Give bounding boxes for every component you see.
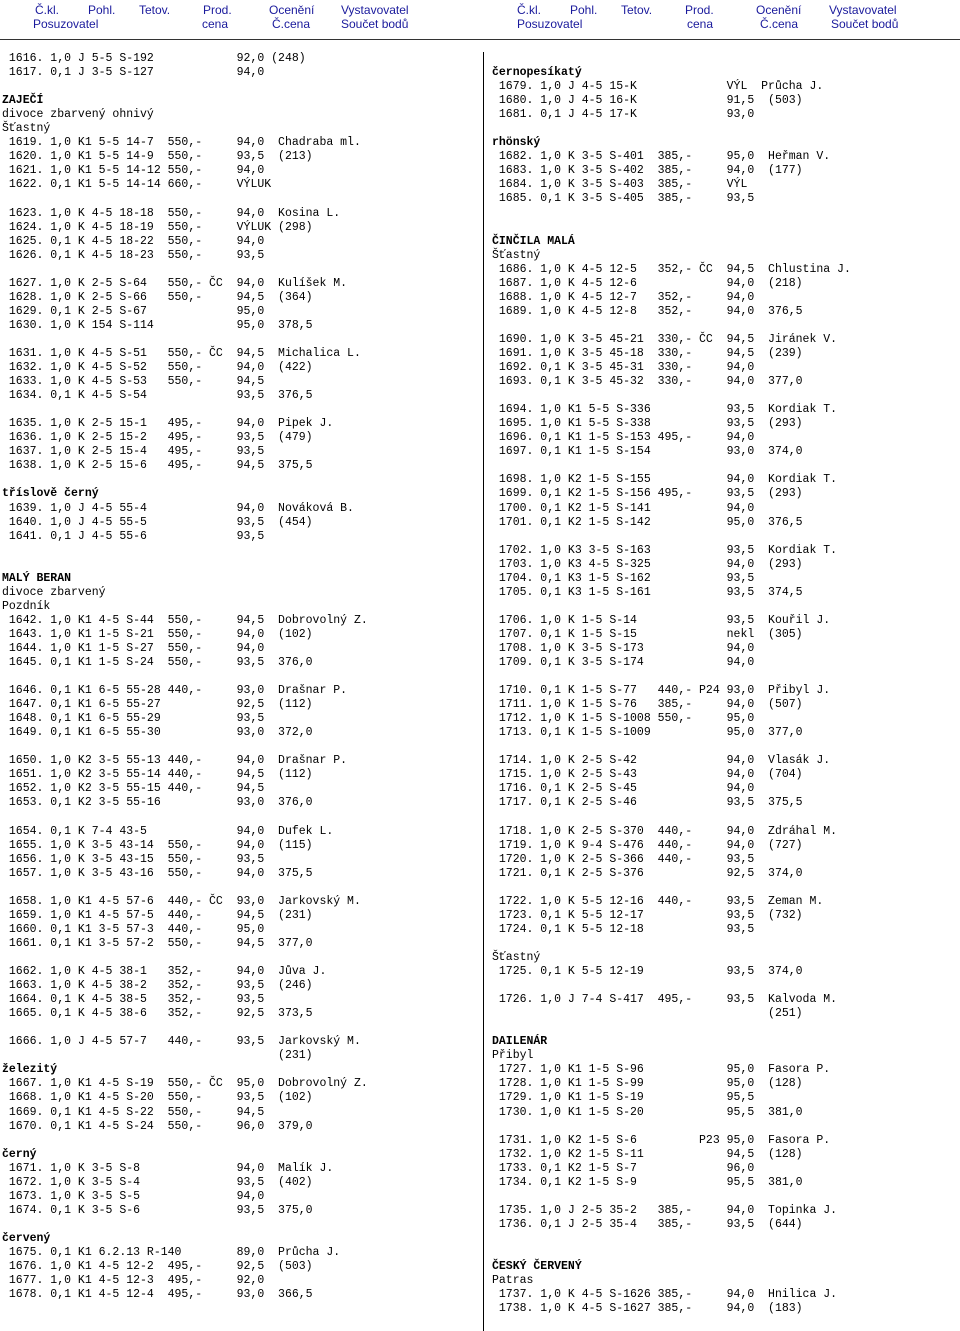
entry-line [492, 937, 960, 951]
entry-line [492, 881, 960, 895]
entry-line: 1678. 0,1 K1 4-5 12-4 495,- 93,0 366,5 [2, 1288, 313, 1302]
entry-line: 1694. 1,0 K1 5-5 S-336 93,5 Kordiak T. [492, 403, 838, 417]
entry-line: divoce zbarvený [2, 585, 106, 599]
entry-line [2, 1021, 472, 1035]
entry-line: 1692. 0,1 K 3-5 45-31 330,- 94,0 [492, 361, 755, 375]
entry-line: Šťastný [492, 951, 541, 964]
entry-line: 1714. 1,0 K 2-5 S-42 94,0 Vlasák J. [492, 754, 831, 768]
entry-line: 1700. 0,1 K2 1-5 S-141 94,0 [492, 501, 755, 515]
entry-line [2, 558, 472, 572]
entry-line [492, 670, 960, 684]
entry-line: 1710. 0,1 K 1-5 S-77 440,- P24 93,0 Přibyl J. [492, 684, 831, 698]
entry-line: 1693. 0,1 K 3-5 45-32 330,- 94,0 377,0 [492, 375, 803, 389]
entry-line: 1640. 1,0 J 4-5 55-5 93,5 (454) [2, 515, 313, 529]
entry-line [492, 530, 960, 544]
entry-line: 1711. 1,0 K 1-5 S-76 385,- 94,0 (507) [492, 698, 803, 712]
entry-line [2, 544, 472, 558]
entry-line: 1677. 1,0 K1 4-5 12-3 495,- 92,0 [2, 1274, 265, 1288]
entry-line: 1661. 0,1 K1 3-5 57-2 550,- 94,5 377,0 [2, 936, 313, 950]
entry-line: 1724. 0,1 K 5-5 12-18 93,5 [492, 922, 755, 936]
entry-line: 1684. 1,0 K 3-5 S-403 385,- VÝL [492, 178, 748, 192]
entry-line: 1639. 1,0 J 4-5 55-4 94,0 Nováková B. [2, 501, 354, 515]
entry-line: 1616. 1,0 J 5-5 S-192 92,0 (248) [2, 52, 306, 65]
entry-line: 1712. 1,0 K 1-5 S-1008 550,- 95,0 [492, 712, 755, 726]
entry-line [2, 881, 472, 895]
header-tetov: Tetov. [139, 3, 171, 17]
entry-line: 1644. 1,0 K1 1-5 S-27 550,- 94,0 [2, 641, 265, 655]
entry-line: 1628. 1,0 K 2-5 S-66 550,- 94,5 (364) [2, 290, 313, 304]
section-heading: ČINČILA MALÁ [492, 234, 575, 248]
entry-line: 1697. 0,1 K1 1-5 S-154 93,0 374,0 [492, 445, 803, 459]
entry-line: 1623. 1,0 K 4-5 18-18 550,- 94,0 Kosina L. [2, 206, 341, 220]
entry-line: 1737. 1,0 K 4-5 S-1626 385,- 94,0 Hnilica J. [492, 1288, 838, 1302]
header-cena: cena [687, 17, 714, 31]
entry-line [492, 52, 960, 66]
entry-line: 1669. 0,1 K1 4-5 S-22 550,- 94,5 [2, 1105, 265, 1119]
header-prod: Prod. [203, 3, 232, 17]
entry-line: 1655. 1,0 K 3-5 43-14 550,- 94,0 (115) [2, 838, 313, 852]
entry-line: 1675. 0,1 K1 6.2.13 R-140 89,0 Průcha J. [2, 1245, 341, 1259]
entry-line: 1699. 0,1 K2 1-5 S-156 495,- 93,5 (293) [492, 487, 803, 501]
entry-line: 1626. 0,1 K 4-5 18-23 550,- 93,5 [2, 248, 265, 262]
section-heading: ČESKÝ ČERVENÝ [492, 1260, 582, 1274]
entry-line: 1633. 1,0 K 4-5 S-53 550,- 94,5 [2, 375, 265, 389]
entry-line: 1621. 1,0 K1 5-5 14-12 550,- 94,0 [2, 164, 265, 178]
entry-line: 1635. 1,0 K 2-5 15-1 495,- 94,0 Pipek J. [2, 417, 334, 431]
entry-line [2, 740, 472, 754]
header-oceneni: Ocenění [756, 3, 802, 17]
entry-line: 1679. 1,0 J 4-5 15-K VÝL Průcha J. [492, 80, 824, 94]
entry-line: 1709. 0,1 K 3-5 S-174 94,0 [492, 656, 755, 670]
entry-line: 1715. 1,0 K 2-5 S-43 94,0 (704) [492, 768, 803, 782]
entry-line: 1659. 1,0 K1 4-5 57-5 440,- 94,5 (231) [2, 908, 313, 922]
entry-line [2, 1134, 472, 1148]
entry-line: Šťastný [492, 248, 541, 262]
entry-line: 1631. 1,0 K 4-5 S-51 550,- ČC 94,5 Michalica L. [2, 346, 361, 360]
right-column [492, 52, 960, 1316]
header-pohl: Pohl. [570, 3, 598, 17]
entry-line: 1730. 1,0 K1 1-5 S-20 95,5 381,0 [492, 1105, 803, 1119]
entry-line: 1713. 0,1 K 1-5 S-1009 95,0 377,0 [492, 726, 803, 740]
entry-line: 1717. 0,1 K 2-5 S-46 93,5 375,5 [492, 796, 803, 810]
entry-line: 1651. 1,0 K2 3-5 55-14 440,- 94,5 (112) [2, 768, 313, 782]
entry-line: 1665. 0,1 K 4-5 38-6 352,- 92,5 373,5 [2, 1007, 313, 1021]
entry-line: 1682. 1,0 K 3-5 S-401 385,- 95,0 Heřman V. [492, 150, 831, 164]
entry-line: 1725. 0,1 K 5-5 12-19 93,5 374,0 [492, 965, 803, 979]
entry-line [2, 670, 472, 684]
header-ccena: Č.cena [272, 17, 311, 31]
entry-line: 1660. 0,1 K1 3-5 57-3 440,- 95,0 [2, 922, 265, 936]
entry-line: 1641. 0,1 J 4-5 55-6 93,5 [2, 529, 265, 543]
section-heading: černopesíkatý [492, 66, 582, 80]
header-pohl: Pohl. [88, 3, 116, 17]
entry-line: 1617. 0,1 J 3-5 S-127 94,0 [2, 66, 265, 80]
entry-line: 1636. 1,0 K 2-5 15-2 495,- 93,5 (479) [2, 431, 313, 445]
entry-line: 1688. 1,0 K 4-5 12-7 352,- 94,0 [492, 290, 755, 304]
header-posuzovatel: Posuzovatel [517, 17, 583, 31]
entry-line: 1720. 1,0 K 2-5 S-366 440,- 93,5 [492, 852, 755, 866]
entry-line: 1680. 1,0 J 4-5 16-K 91,5 (503) [492, 94, 803, 108]
entry-line: 1681. 0,1 J 4-5 17-K 93,0 [492, 108, 755, 122]
header-left [0, 0, 480, 38]
section-heading: ZAJEČÍ [2, 94, 44, 108]
entry-line [492, 1232, 960, 1246]
header-soucet: Součet bodů [831, 17, 899, 31]
header-rule [0, 39, 960, 40]
entry-line: 1668. 1,0 K1 4-5 S-20 550,- 93,5 (102) [2, 1091, 313, 1105]
entry-line [492, 979, 960, 993]
entry-line: 1666. 1,0 J 4-5 57-7 440,- 93,5 Jarkovský M. [2, 1035, 361, 1049]
entry-line [492, 319, 960, 333]
entry-line: 1645. 0,1 K1 1-5 S-24 550,- 93,5 376,0 [2, 656, 313, 670]
entry-line: 1643. 1,0 K1 1-5 S-21 550,- 94,0 (102) [2, 627, 313, 641]
entry-line [492, 122, 960, 136]
entry-line: 1664. 0,1 K 4-5 38-5 352,- 93,5 [2, 993, 265, 1007]
entry-line: 1624. 1,0 K 4-5 18-19 550,- VÝLUK (298) [2, 220, 313, 234]
entry-line: 1731. 1,0 K2 1-5 S-6 P23 95,0 Fasora P. [492, 1133, 831, 1147]
entry-line: 1690. 1,0 K 3-5 45-21 330,- ČC 94,5 Jiránek V. [492, 332, 838, 346]
section-heading: tříslově černý [2, 487, 99, 501]
entry-line: 1676. 1,0 K1 4-5 12-2 495,- 92,5 (503) [2, 1260, 313, 1274]
entry-line: 1733. 0,1 K2 1-5 S-7 96,0 [492, 1161, 755, 1175]
section-heading: rhönský [492, 136, 541, 150]
entry-line [492, 740, 960, 754]
entry-line: 1728. 1,0 K1 1-5 S-99 95,0 (128) [492, 1077, 803, 1091]
header-vystavovatel: Vystavovatel [341, 3, 409, 17]
entry-line: 1637. 1,0 K 2-5 15-4 495,- 93,5 [2, 445, 265, 459]
entry-line: 1691. 1,0 K 3-5 45-18 330,- 94,5 (239) [492, 346, 803, 360]
header-prod: Prod. [685, 3, 714, 17]
entry-line: divoce zbarvený ohnivý [2, 108, 154, 122]
entry-line [492, 1120, 960, 1134]
header-right [480, 0, 960, 38]
entry-line: 1673. 1,0 K 3-5 S-5 94,0 [2, 1189, 265, 1203]
entry-line [492, 600, 960, 614]
entry-line: 1685. 0,1 K 3-5 S-405 385,- 93,5 [492, 192, 755, 206]
entry-line: 1736. 0,1 J 2-5 35-4 385,- 93,5 (644) [492, 1217, 803, 1231]
entry-line: 1654. 0,1 K 7-4 43-5 94,0 Dufek L. [2, 824, 334, 838]
entry-line [492, 1190, 960, 1204]
entry-line: 1718. 1,0 K 2-5 S-370 440,- 94,0 Zdráhal M. [492, 824, 838, 838]
header-vystavovatel: Vystavovatel [829, 3, 897, 17]
entry-line: 1670. 0,1 K1 4-5 S-24 550,- 96,0 379,0 [2, 1119, 313, 1133]
entry-line: 1634. 0,1 K 4-5 S-54 93,5 376,5 [2, 389, 313, 403]
entry-line: 1638. 1,0 K 2-5 15-6 495,- 94,5 375,5 [2, 459, 313, 473]
entry-line: 1648. 0,1 K1 6-5 55-29 93,5 [2, 712, 265, 726]
entry-line [492, 811, 960, 825]
entry-line: (231) [2, 1049, 313, 1063]
entry-line: 1662. 1,0 K 4-5 38-1 352,- 94,0 Jůva J. [2, 965, 327, 979]
entry-line: 1706. 1,0 K 1-5 S-14 93,5 Kouřil J. [492, 613, 831, 627]
entry-line: 1702. 1,0 K3 3-5 S-163 93,5 Kordiak T. [492, 543, 838, 557]
entry-line: 1667. 1,0 K1 4-5 S-19 550,- ČC 95,0 Dobrovolný Z. [2, 1077, 368, 1091]
entry-line: 1705. 0,1 K3 1-5 S-161 93,5 374,5 [492, 585, 803, 599]
header-ccena: Č.cena [760, 17, 799, 31]
column-divider [483, 52, 484, 1331]
entry-line: 1722. 1,0 K 5-5 12-16 440,- 93,5 Zeman M. [492, 894, 824, 908]
entry-line [2, 473, 472, 487]
entry-line [492, 207, 960, 221]
entry-line: Patras [492, 1274, 534, 1288]
entry-line: 1695. 1,0 K1 5-5 S-338 93,5 (293) [492, 417, 803, 431]
section-heading: černý [2, 1147, 37, 1161]
section-heading: MALÝ BERAN [2, 571, 72, 585]
entry-line: 1646. 0,1 K1 6-5 55-28 440,- 93,0 Drašnar P. [2, 684, 348, 698]
header-oceneni: Ocenění [269, 3, 315, 17]
entry-line: 1723. 0,1 K 5-5 12-17 93,5 (732) [492, 908, 803, 922]
entry-line: 1650. 1,0 K2 3-5 55-13 440,- 94,0 Drašnar P. [2, 754, 348, 768]
entry-line [492, 1246, 960, 1260]
header-kl: Č.kl. [517, 3, 541, 17]
entry-line: 1632. 1,0 K 4-5 S-52 550,- 94,0 (422) [2, 361, 313, 375]
entry-line: 1647. 0,1 K1 6-5 55-27 92,5 (112) [2, 698, 313, 712]
entry-line [492, 221, 960, 235]
header-cena: cena [202, 17, 229, 31]
entry-line: 1619. 1,0 K1 5-5 14-7 550,- 94,0 Chadraba ml. [2, 136, 361, 150]
entry-line: 1719. 1,0 K 9-4 S-476 440,- 94,0 (727) [492, 838, 803, 852]
section-heading: železitý [2, 1063, 58, 1077]
entry-line: 1620. 1,0 K1 5-5 14-9 550,- 93,5 (213) [2, 150, 313, 164]
entry-line: 1683. 1,0 K 3-5 S-402 385,- 94,0 (177) [492, 164, 803, 178]
entry-line: 1735. 1,0 J 2-5 35-2 385,- 94,0 Topinka J. [492, 1203, 838, 1217]
entry-line: 1704. 0,1 K3 1-5 S-162 93,5 [492, 571, 755, 585]
header-kl: Č.kl. [35, 3, 59, 17]
entry-line: 1672. 1,0 K 3-5 S-4 93,5 (402) [2, 1175, 313, 1189]
entry-line: Šťastný [2, 122, 51, 136]
entry-line: 1734. 0,1 K2 1-5 S-9 95,5 381,0 [492, 1175, 803, 1189]
column-header [0, 0, 960, 38]
entry-line [2, 192, 472, 206]
entry-line: 1729. 1,0 K1 1-5 S-19 95,5 [492, 1091, 755, 1105]
entry-line: Přibyl [492, 1049, 534, 1063]
entry-line: 1726. 1,0 J 7-4 S-417 495,- 93,5 Kalvoda M. [492, 993, 838, 1007]
entry-line: 1727. 1,0 K1 1-5 S-96 95,0 Fasora P. [492, 1063, 831, 1077]
entry-line [2, 333, 472, 347]
entry-line: 1625. 0,1 K 4-5 18-22 550,- 94,0 [2, 234, 265, 248]
entry-line: 1732. 1,0 K2 1-5 S-11 94,5 (128) [492, 1147, 803, 1161]
entry-line: 1652. 1,0 K2 3-5 55-15 440,- 94,5 [2, 782, 265, 796]
entry-line [2, 263, 472, 277]
header-tetov: Tetov. [621, 3, 653, 17]
entry-line: 1627. 1,0 K 2-5 S-64 550,- ČC 94,0 Kulíšek M. [2, 276, 348, 290]
entry-line: (251) [492, 1007, 803, 1021]
entry-line: 1658. 1,0 K1 4-5 57-6 440,- ČC 93,0 Jarkovský M. [2, 894, 361, 908]
header-soucet: Součet bodů [341, 17, 409, 31]
entry-line: 1686. 1,0 K 4-5 12-5 352,- ČC 94,5 Chlustina J. [492, 262, 851, 276]
entry-line [2, 80, 472, 94]
section-heading: DAILENÁR [492, 1035, 548, 1049]
entry-line: 1689. 1,0 K 4-5 12-8 352,- 94,0 376,5 [492, 304, 803, 318]
section-heading: červený [2, 1231, 51, 1245]
entry-line [2, 403, 472, 417]
entry-line: 1642. 1,0 K1 4-5 S-44 550,- 94,5 Dobrovolný Z. [2, 613, 368, 627]
entry-line: 1716. 0,1 K 2-5 S-45 94,0 [492, 782, 755, 796]
entry-line: Pozdník [2, 599, 51, 613]
entry-line: 1649. 0,1 K1 6-5 55-30 93,0 372,0 [2, 726, 313, 740]
entry-line: 1738. 1,0 K 4-5 S-1627 385,- 94,0 (183) [492, 1302, 803, 1316]
entry-line: 1721. 0,1 K 2-5 S-376 92,5 374,0 [492, 866, 803, 880]
entry-line: 1703. 1,0 K3 4-5 S-325 94,0 (293) [492, 557, 803, 571]
entry-line: 1707. 0,1 K 1-5 S-15 nekl (305) [492, 627, 803, 641]
header-posuzovatel: Posuzovatel [33, 17, 99, 31]
entry-line: 1708. 1,0 K 3-5 S-173 94,0 [492, 641, 755, 655]
entry-line: 1674. 0,1 K 3-5 S-6 93,5 375,0 [2, 1203, 313, 1217]
entry-line: 1687. 1,0 K 4-5 12-6 94,0 (218) [492, 276, 803, 290]
entry-line: 1656. 1,0 K 3-5 43-15 550,- 93,5 [2, 852, 265, 866]
entry-line: 1629. 0,1 K 2-5 S-67 95,0 [2, 304, 265, 318]
entry-line: 1701. 0,1 K2 1-5 S-142 95,0 376,5 [492, 515, 803, 529]
entry-line: 1671. 1,0 K 3-5 S-8 94,0 Malík J. [2, 1161, 334, 1175]
entry-line: 1696. 0,1 K1 1-5 S-153 495,- 94,0 [492, 431, 755, 445]
entry-line [2, 811, 472, 825]
entry-line: 1663. 1,0 K 4-5 38-2 352,- 93,5 (246) [2, 979, 313, 993]
entry-line [492, 459, 960, 473]
entry-line [2, 951, 472, 965]
entry-line [492, 1021, 960, 1035]
entry-line: 1622. 0,1 K1 5-5 14-14 660,- VÝLUK [2, 178, 272, 192]
entry-line: 1630. 1,0 K 154 S-114 95,0 378,5 [2, 318, 313, 332]
entry-line: 1698. 1,0 K2 1-5 S-155 94,0 Kordiak T. [492, 473, 838, 487]
left-column [2, 52, 472, 1302]
entry-line [492, 389, 960, 403]
entry-line: 1653. 0,1 K2 3-5 55-16 93,0 376,0 [2, 796, 313, 810]
entry-line: 1657. 1,0 K 3-5 43-16 550,- 94,0 375,5 [2, 866, 313, 880]
entry-line [2, 1218, 472, 1232]
